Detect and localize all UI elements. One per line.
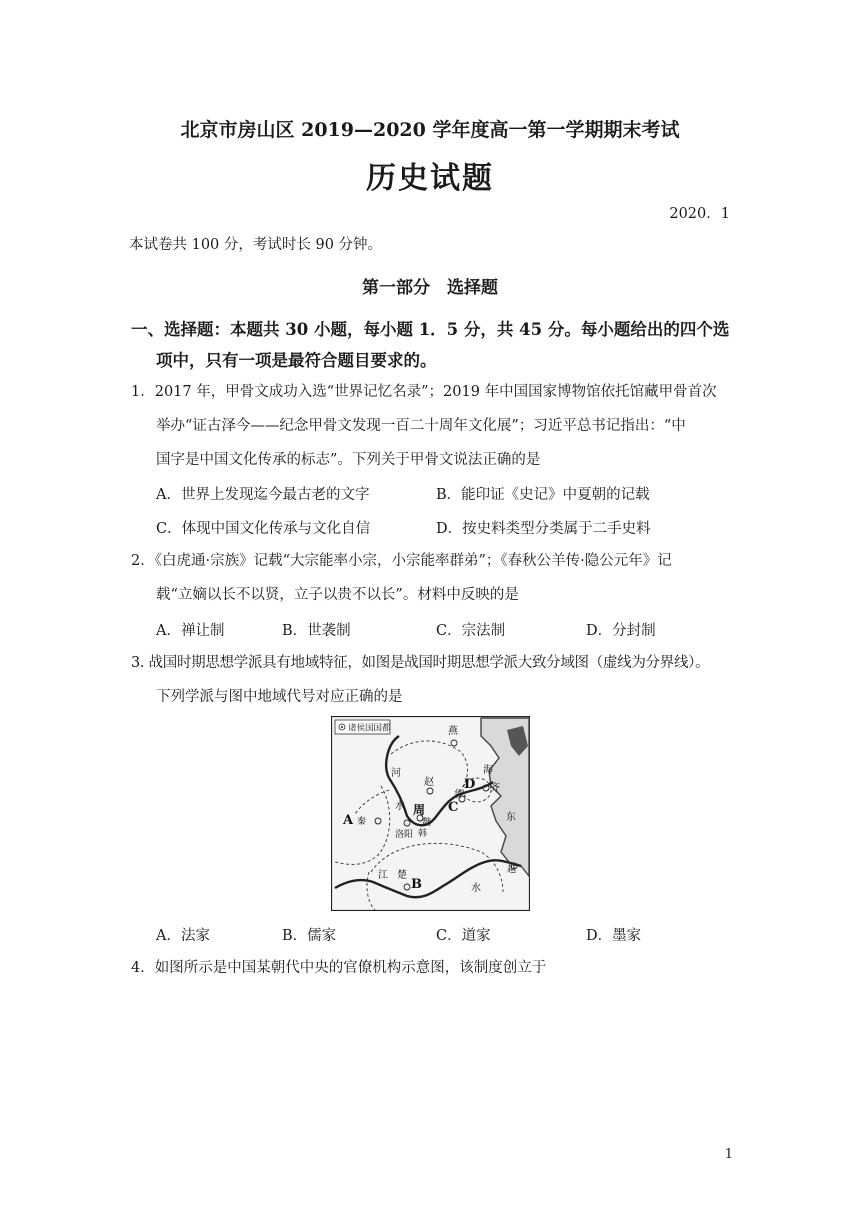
exam-date: 2020．1 [669,206,730,222]
label-hai: 海 [483,765,493,776]
page-number: 1 [724,1147,733,1162]
map-code-c: C [448,800,459,815]
question-1-line-1: 1．2017 年，甲骨文成功入选“世界记忆名录”；2019 年中国国家博物馆依托馆藏甲骨首次 [131,384,717,400]
question-1-option-d: D．按史料类型分类属于二手史料 [436,521,651,537]
label-chu: 楚 [397,870,407,881]
question-4-line-1: 4．如图所示是中国某朝代中央的官僚机构示意图，该制度创立于 [131,960,547,976]
label-jiang-shui: 水 [471,883,481,894]
question-2-option-c: C．宗法制 [436,623,506,639]
label-yan: 燕 [448,726,458,737]
question-2-option-d: D．分封制 [586,623,656,639]
warring-states-map [331,716,530,911]
map-code-a: A [343,813,354,828]
question-3-line-2: 下列学派与图中地域代号对应正确的是 [156,689,403,705]
question-2-line-1: 2．《白虎通·宗族》记载“大宗能率小宗，小宗能率群弟”；《春秋公羊传·隐公元年》记 [131,553,672,569]
section-heading-line-2: 项中，只有一项是最符合题目要求的。 [156,351,437,370]
question-2-option-b: B．世袭制 [282,623,351,639]
label-shui: 水 [395,801,405,812]
map-code-b: B [411,877,422,892]
label-zhou: 周 [413,803,426,817]
intro-text: 本试卷共 100 分，考试时长 90 分钟。 [129,237,383,253]
question-2-line-2: 载“立嫡以长不以贤，立子以贵不以长”。材料中反映的是 [156,587,519,603]
question-1-option-c: C．体现中国文化传承与文化自信 [156,521,371,537]
label-jiang: 江 [378,870,388,881]
question-1-option-a: A．世界上发现迄今最古老的文字 [156,487,370,503]
label-qin: 秦 [357,817,367,827]
label-dong: 东 [506,812,516,823]
map-code-d: D [464,777,476,792]
question-1-option-b: B．能印证《史记》中夏朝的记载 [436,487,650,503]
question-3-option-d: D．墨家 [586,928,642,944]
label-wei: 魏 [422,818,432,828]
map-legend [335,720,391,734]
question-3-option-c: C．道家 [436,928,491,944]
label-qi-state: 齐 [490,783,500,794]
label-zhao: 赵 [424,777,434,788]
exam-title: 北京市房山区 2019—2020 学年度高一第一学期期末考试 [180,119,680,141]
label-han: 韩 [418,829,428,839]
part-title: 第一部分 选择题 [362,278,498,298]
label-he: 河 [391,768,401,779]
question-3-line-1: 3. 战国时期思想学派具有地域特征，如图是战国时期思想学派大致分域图（虚线为分界线）。 [131,655,710,671]
question-2-option-a: A．禅让制 [156,623,225,639]
label-yue: 越 [507,865,517,875]
label-lu: 鲁 [454,790,464,800]
subject-title: 历史试题 [366,161,494,196]
question-3-option-b: B．儒家 [282,928,337,944]
label-luoyang: 洛阳 [395,830,414,840]
question-1-line-3: 国字是中国文化传承的标志”。下列关于甲骨文说法正确的是 [156,452,541,468]
section-heading-line-1: 一、选择题：本题共 30 小题，每小题 1．5 分，共 45 分。每小题给出的四个选 [131,320,730,339]
question-3-option-a: A．法家 [156,928,210,944]
question-1-line-2: 举办“证古泽今——纪念甲骨文发现一百二十周年文化展”；习近平总书记指出：“中 [156,418,686,434]
svg-text:诸侯国国都: 诸侯国国都 [348,723,391,734]
